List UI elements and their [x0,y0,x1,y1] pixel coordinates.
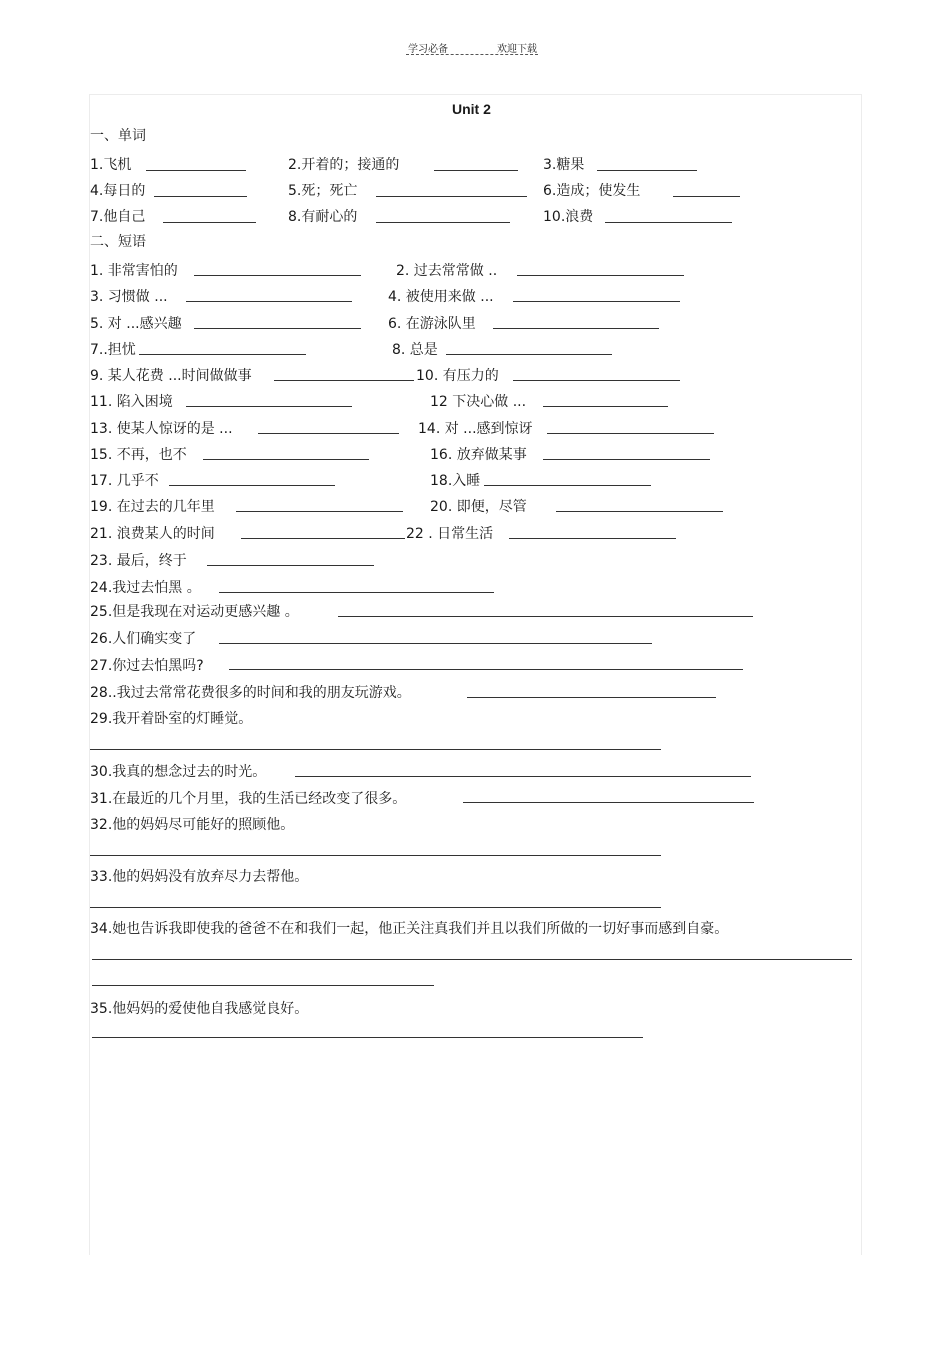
phrase-item: 14. 对 ...感到惊讶 [418,421,533,437]
phrase-item: 5. 对 ...感兴趣 [90,316,182,332]
phrase-item: 9. 某人花费 ...时间做做事 [90,368,252,384]
phrase-item: 18.入睡 [430,473,481,489]
answer-blank[interactable] [90,855,661,856]
sentence-item: 31.在最近的几个月里，我的生活已经改变了很多。 [90,791,407,807]
answer-blank[interactable] [376,196,527,197]
sentence-item: 30.我真的想念过去的时光。 [90,764,267,780]
answer-blank[interactable] [493,328,659,329]
answer-blank[interactable] [463,802,754,803]
answer-blank[interactable] [376,222,510,223]
answer-blank[interactable] [338,616,753,617]
word-item: 2.开着的；接通的 [288,157,400,173]
phrase-item: 2. 过去常常做 .. [396,263,498,279]
phrase-item: 13. 使某人惊讶的是 ... [90,421,233,437]
answer-blank[interactable] [92,985,434,986]
phrase-item: 22 . 日常生活 [406,526,494,542]
phrase-item: 6. 在游泳队里 [388,316,476,332]
answer-blank[interactable] [241,538,405,539]
phrase-item: 17. 几乎不 [90,473,159,489]
answer-blank[interactable] [673,196,740,197]
phrase-item: 23. 最后，终于 [90,553,187,569]
answer-blank[interactable] [467,697,716,698]
answer-blank[interactable] [236,511,403,512]
sentence-item: 33.他的妈妈没有放弃尽力去帮他。 [90,869,309,885]
phrase-item: 20. 即便，尽管 [430,499,527,515]
phrase-item: 11. 陷入困境 [90,394,173,410]
phrase-item: 19. 在过去的几年里 [90,499,215,515]
answer-blank[interactable] [90,749,661,750]
answer-blank[interactable] [219,592,494,593]
answer-blank[interactable] [484,485,651,486]
word-item: 7.他自己 [90,209,146,225]
answer-blank[interactable] [274,380,414,381]
header-right: 欢迎下载 [497,44,537,55]
word-item: 1.飞机 [90,157,132,173]
answer-blank[interactable] [543,406,668,407]
header-divider [406,54,538,55]
answer-blank[interactable] [219,643,652,644]
phrase-item: 10. 有压力的 [416,368,499,384]
answer-blank[interactable] [513,301,680,302]
answer-blank[interactable] [295,776,751,777]
word-item: 5.死；死亡 [288,183,358,199]
phrase-item: 7..担忧 [90,342,136,358]
word-item: 6.造成；使发生 [543,183,641,199]
phrase-item: 16. 放弃做某事 [430,447,527,463]
section-heading-phrases: 二、短语 [90,234,146,250]
answer-blank[interactable] [513,380,680,381]
answer-blank[interactable] [597,170,697,171]
answer-blank[interactable] [517,275,684,276]
answer-blank[interactable] [547,433,714,434]
answer-blank[interactable] [556,511,723,512]
sentence-item: 27.你过去怕黑吗? [90,658,204,674]
answer-blank[interactable] [92,1037,643,1038]
answer-blank[interactable] [194,328,361,329]
sentence-item: 28..我过去常常花费很多的时间和我的朋友玩游戏。 [90,685,411,701]
phrase-item: 3. 习惯做 ... [90,289,168,305]
phrase-item: 12 下决心做 ... [430,394,527,410]
phrase-item: 8. 总是 [392,342,438,358]
phrase-item: 21. 浪费某人的时间 [90,526,215,542]
sentence-item: 29.我开着卧室的灯睡觉。 [90,711,253,727]
answer-blank[interactable] [194,275,361,276]
page-title: Unit 2 [452,101,491,117]
answer-blank[interactable] [163,222,256,223]
answer-blank[interactable] [92,959,852,960]
answer-blank[interactable] [146,170,246,171]
answer-blank[interactable] [509,538,676,539]
answer-blank[interactable] [186,406,352,407]
answer-blank[interactable] [434,170,518,171]
sentence-item: 34.她也告诉我即使我的爸爸不在和我们一起，他正关注真我们并且以我们所做的一切好事而感到自豪。 [90,921,729,937]
phrase-item: 1. 非常害怕的 [90,263,178,279]
word-item: 3.糖果 [543,157,585,173]
sentence-item: 25.但是我现在对运动更感兴趣 。 [90,604,299,620]
answer-blank[interactable] [543,459,710,460]
answer-blank[interactable] [186,301,352,302]
answer-blank[interactable] [258,433,399,434]
word-item: 10.浪费 [543,209,594,225]
sentence-item: 35.他妈妈的爱使他自我感觉良好。 [90,1001,309,1017]
answer-blank[interactable] [229,669,743,670]
answer-blank[interactable] [203,459,369,460]
header-left: 学习必备 [408,44,448,55]
answer-blank[interactable] [154,196,247,197]
sentence-item: 24.我过去怕黑 。 [90,580,201,596]
section-heading-words: 一、单词 [90,128,146,144]
answer-blank[interactable] [169,485,335,486]
answer-blank[interactable] [605,222,732,223]
sentence-item: 32.他的妈妈尽可能好的照顾他。 [90,817,295,833]
answer-blank[interactable] [139,354,306,355]
answer-blank[interactable] [207,565,374,566]
word-item: 8.有耐心的 [288,209,358,225]
answer-blank[interactable] [446,354,612,355]
word-item: 4.每日的 [90,183,146,199]
sentence-item: 26.人们确实变了 [90,631,197,647]
phrase-item: 4. 被使用来做 ... [388,289,494,305]
answer-blank[interactable] [90,907,661,908]
phrase-item: 15. 不再，也不 [90,447,187,463]
